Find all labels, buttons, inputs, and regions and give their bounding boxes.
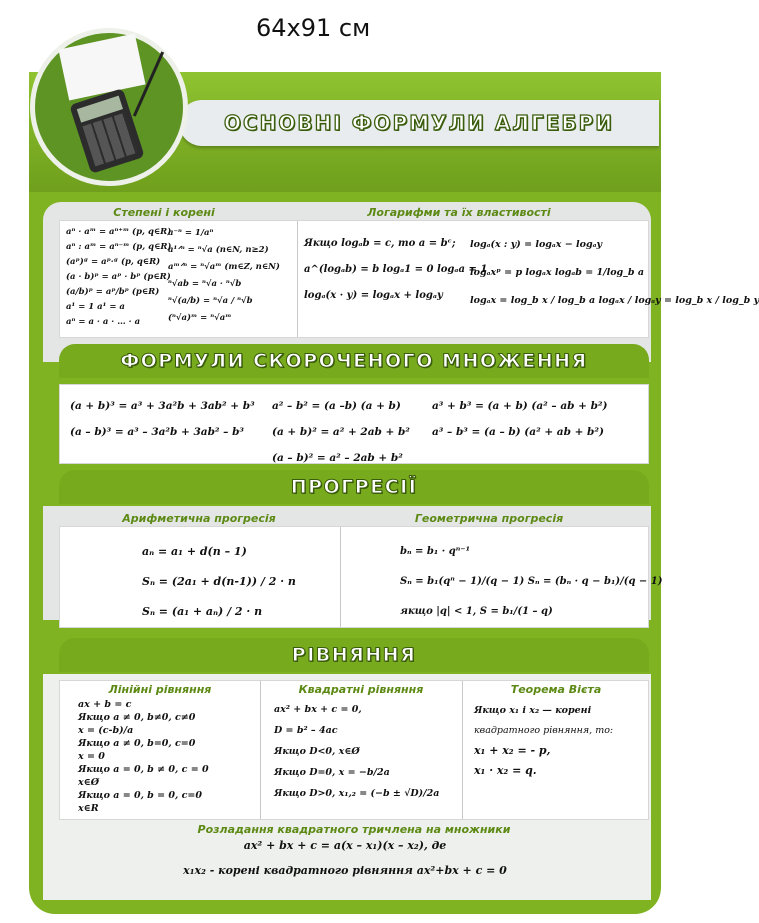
progressions-heading-bar bbox=[59, 470, 649, 504]
formula: Sₙ = (a₁ + aₙ) / 2 · n bbox=[142, 605, 263, 618]
fsm-column-2 bbox=[272, 393, 410, 471]
linear-heading: Лінійні рівняння bbox=[108, 683, 212, 696]
logs-right-column bbox=[470, 231, 759, 315]
formula: x∈R bbox=[78, 803, 99, 814]
formula: Якщо a ≠ 0, b≠0, c≠0 bbox=[78, 712, 196, 723]
formula: (a – b)³ = a³ – 3a²b + 3ab² – b³ bbox=[70, 426, 245, 438]
fsm-column-1 bbox=[70, 393, 255, 445]
divider bbox=[297, 221, 298, 337]
formula: bₙ = b₁ · qⁿ⁻¹ bbox=[400, 546, 470, 557]
progressions-heading: ПРОГРЕСІЇ bbox=[290, 476, 418, 498]
formula: a³ – b³ = (a – b) (a² + ab + b²) bbox=[432, 426, 604, 438]
linear-column bbox=[78, 698, 209, 815]
formula: x = 0 bbox=[78, 751, 105, 762]
page-title: ОСНОВНІ ФОРМУЛИ АЛГЕБРИ bbox=[223, 111, 615, 135]
vieta-heading: Теорема Вієта bbox=[510, 683, 602, 696]
formula: aⁿ · aᵐ = aⁿ⁺ᵐ (p, q∈R) bbox=[66, 227, 172, 237]
formula: a³ + b³ = (a + b) (a² – ab + b²) bbox=[432, 400, 608, 412]
arith-heading: Арифметична прогресія bbox=[122, 512, 276, 525]
calculator-icon bbox=[69, 88, 145, 174]
formula: ax + b = c bbox=[78, 699, 132, 710]
powers-heading: Степені і корені bbox=[113, 206, 215, 219]
powers-right-column bbox=[168, 225, 280, 327]
size-label: 64x91 см bbox=[256, 14, 371, 42]
powers-logs-box bbox=[59, 220, 759, 338]
formula: (aᵖ)ᵍ = aᵖ·ᵍ (p, q∈R) bbox=[66, 257, 161, 267]
equations-heading: РІВНЯННЯ bbox=[291, 644, 417, 666]
formula: Якщо D<0, x∈Ø bbox=[274, 746, 360, 757]
factor-formula: ax² + bx + c = a(x – x₁)(x – x₂), де bbox=[243, 839, 447, 852]
formula: ⁿ√(a/b) = ⁿ√a / ⁿ√b bbox=[168, 296, 253, 306]
formula: Sₙ = (2a₁ + d(n-1)) / 2 · n bbox=[142, 575, 296, 588]
fsm-box bbox=[59, 384, 649, 464]
equations-heading-bar bbox=[59, 638, 649, 672]
formula: Sₙ = b₁(qⁿ − 1)/(q − 1) Sₙ = (bₙ · q − b₁)/(q − 1) bbox=[400, 576, 663, 587]
divider bbox=[340, 527, 341, 627]
formula: (a – b)² = a² – 2ab + b² bbox=[272, 452, 403, 464]
formula: x₁ · x₂ = q. bbox=[474, 764, 537, 777]
formula: D = b² – 4ac bbox=[274, 725, 338, 736]
paper-icon bbox=[58, 33, 145, 100]
formula: logₐxᵖ = p logₐx logₐb = 1/log_b a bbox=[470, 267, 645, 278]
formula: a² – b² = (a –b) (a + b) bbox=[272, 400, 401, 412]
arith-column bbox=[142, 537, 296, 627]
formula: x₁ + x₂ = - p, bbox=[474, 744, 551, 757]
title-banner bbox=[179, 100, 659, 146]
formula: logₐ(x · y) = logₐx + logₐy bbox=[304, 290, 443, 301]
divider bbox=[260, 681, 261, 819]
formula: Якщо a = 0, b ≠ 0, c = 0 bbox=[78, 764, 209, 775]
formula: Якщо a ≠ 0, b=0, c=0 bbox=[78, 738, 196, 749]
formula: ⁿ√ab = ⁿ√a · ⁿ√b bbox=[168, 279, 242, 289]
formula: (a + b)³ = a³ + 3a²b + 3ab² + b³ bbox=[70, 400, 255, 412]
factor-heading: Розладання квадратного тричлена на множники bbox=[197, 823, 511, 836]
poster bbox=[29, 72, 759, 914]
fsm-heading: ФОРМУЛИ СКОРОЧЕНОГО МНОЖЕННЯ bbox=[120, 350, 588, 372]
fsm-column-3 bbox=[432, 393, 608, 445]
powers-left-column bbox=[66, 225, 171, 330]
quad-heading: Квадратні рівняння bbox=[298, 683, 424, 696]
logs-heading: Логарифми та їх властивості bbox=[367, 206, 551, 219]
formula: x∈Ø bbox=[78, 777, 99, 788]
geom-column bbox=[400, 537, 662, 627]
formula: x = (c-b)/a bbox=[78, 725, 134, 736]
formula: ax² + bx + c = 0, bbox=[274, 704, 362, 715]
formula: Якщо a = 0, b = 0, c=0 bbox=[78, 790, 202, 801]
quad-column bbox=[274, 699, 439, 804]
formula: Якщо x₁ і x₂ — корені bbox=[474, 705, 592, 716]
calculator-keys bbox=[82, 113, 137, 167]
formula: (a/b)ᵖ = aᵖ/bᵖ (p∈R) bbox=[66, 287, 160, 297]
formula: квадратного рівняння, то: bbox=[474, 725, 614, 736]
formula: aₙ = a₁ + d(n – 1) bbox=[142, 545, 247, 558]
formula: a^(logₐb) = b logₐ1 = 0 logₐa = 1 bbox=[304, 264, 488, 275]
formula: aᵐᐟⁿ = ⁿ√aᵐ (m∈Z, n∈N) bbox=[168, 262, 280, 272]
formula: (a + b)² = a² + 2ab + b² bbox=[272, 426, 410, 438]
formula: Якщо D>0, x₁,₂ = (−b ± √D)/2a bbox=[274, 788, 440, 799]
divider bbox=[462, 681, 463, 819]
formula: a¹ᐟⁿ = ⁿ√a (n∈N, n≥2) bbox=[168, 245, 269, 255]
vieta-column bbox=[474, 701, 613, 781]
calculator-illustration bbox=[30, 28, 188, 186]
formula: logₐx = log_b x / log_b a logₐx / logₐy = log_b x / log_b y bbox=[470, 295, 759, 306]
factor-note: x₁x₂ - корені квадратного рівняння ax²+bx + c = 0 bbox=[183, 864, 507, 877]
formula: a¹ = 1 a¹ = a bbox=[66, 302, 125, 312]
formula: aⁿ = a · a · … · a bbox=[66, 317, 141, 327]
formula: (a · b)ᵖ = aᵖ · bᵖ (p∈R) bbox=[66, 272, 171, 282]
formula: a⁻ⁿ = 1/aⁿ bbox=[168, 228, 214, 238]
equations-box bbox=[59, 680, 649, 820]
formula: logₐ(x : y) = logₐx − logₐy bbox=[470, 239, 603, 250]
logs-left-column bbox=[304, 231, 487, 309]
formula: Якщо D=0, x = −b/2a bbox=[274, 767, 390, 778]
geom-heading: Геометрична прогресія bbox=[414, 512, 564, 525]
fsm-heading-bar bbox=[59, 344, 649, 378]
formula: aⁿ : aᵐ = aⁿ⁻ᵐ (p, q∈R) bbox=[66, 242, 172, 252]
formula: якщо |q| < 1, S = b₁/(1 – q) bbox=[400, 606, 553, 617]
formula: Якщо logₐb = c, то a = bᶜ; bbox=[304, 238, 456, 249]
progressions-box bbox=[59, 526, 663, 628]
formula: (ⁿ√a)ᵐ = ⁿ√aᵐ bbox=[168, 313, 232, 323]
